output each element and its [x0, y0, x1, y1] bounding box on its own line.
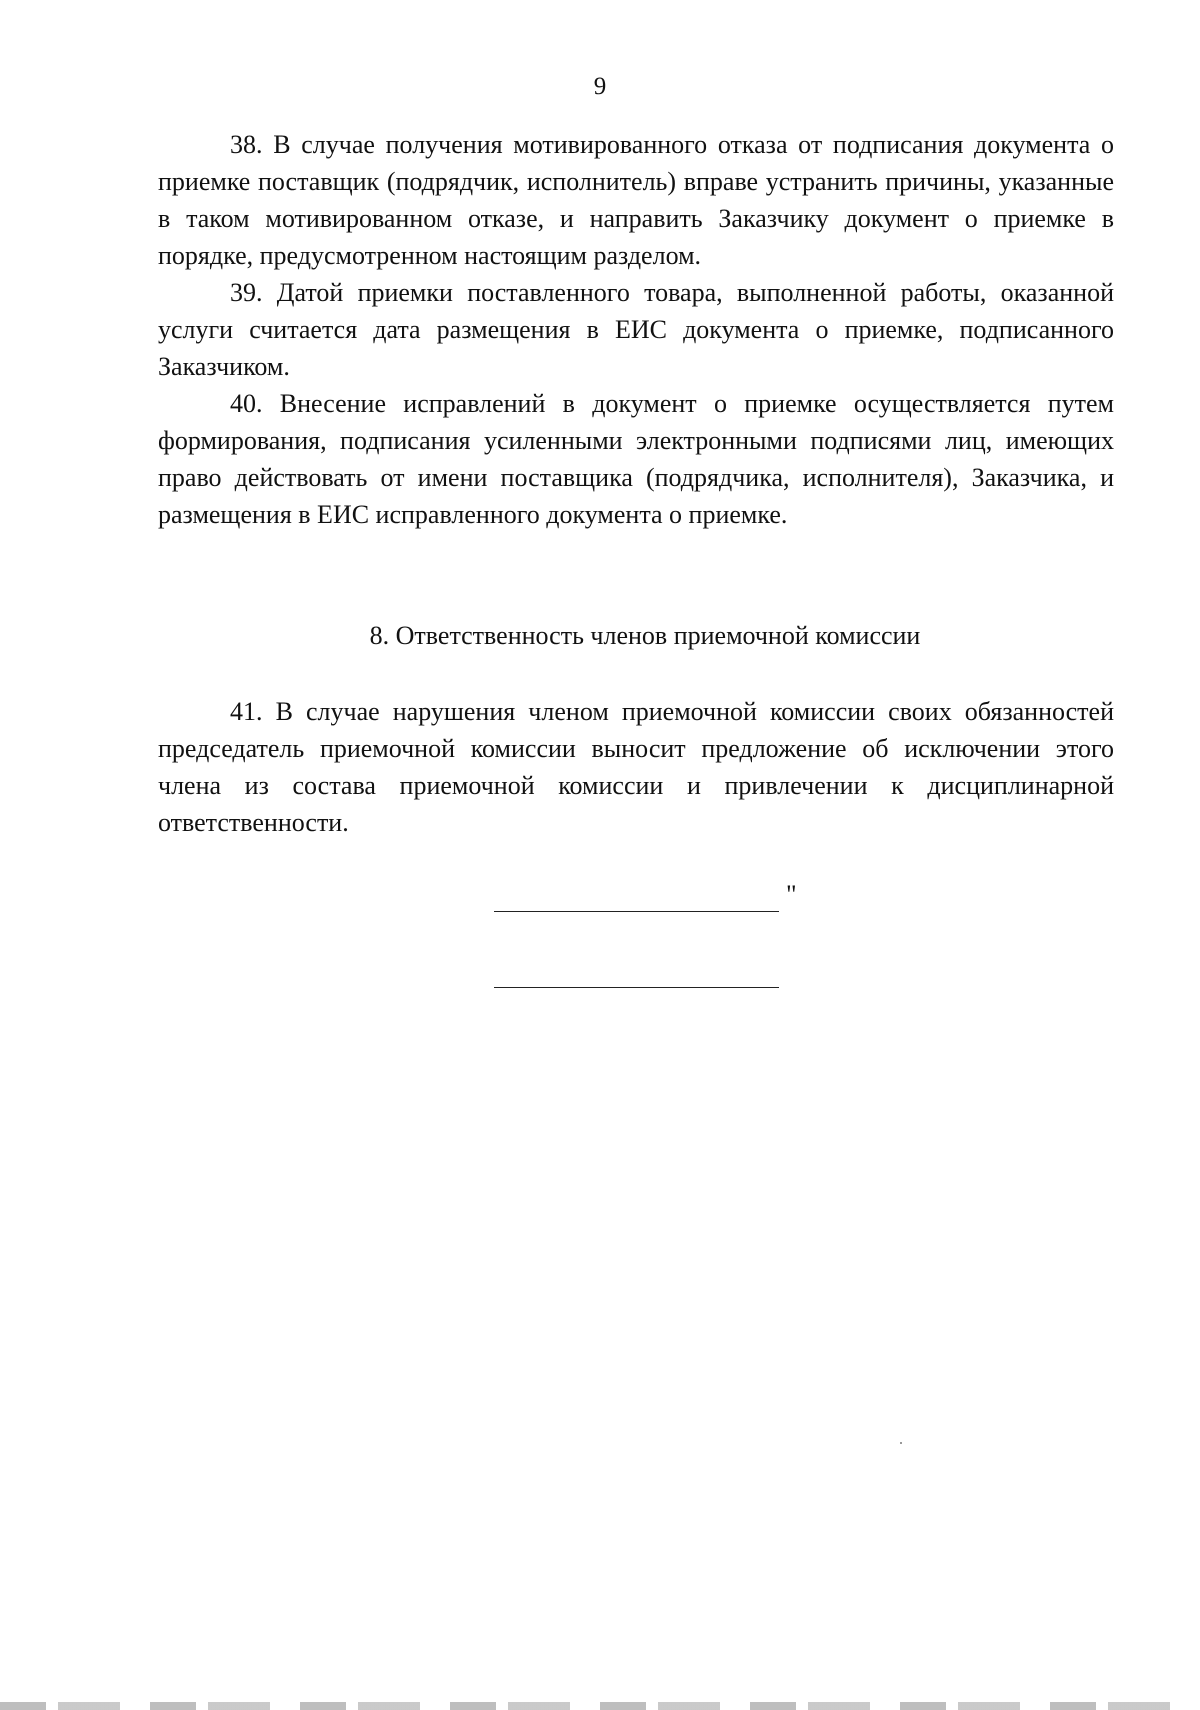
scan-edge-artifact [0, 1702, 1200, 1710]
paragraph-39: 39. Датой приемки поставленного товара, выполненной работы, оказанной услуги считается дата размещения в ЕИС документа о приемке, подписанного Заказчиком. [158, 278, 1114, 381]
paragraph-group-top [158, 126, 1114, 533]
paragraph-41: 41. В случае нарушения членом приемочной комиссии своих обязанностей председатель приемочной комиссии выносит предложение об исключении этого члена из состава приемочной комиссии и привлечении к дисциплинарной ответственности. [158, 697, 1114, 837]
section-title: 8. Ответственность членов приемочной комиссии [369, 621, 921, 650]
closing-quote-mark: " [786, 880, 797, 909]
scan-speck [900, 1442, 902, 1444]
paragraph-group-bottom [158, 693, 1114, 841]
signature-line-lower [494, 987, 779, 988]
page-number: 9 [593, 73, 607, 100]
paragraph-40: 40. Внесение исправлений в документ о приемке осуществляется путем формирования, подписания усиленными электронными подписями лиц, имеющих право действовать от имени поставщика (подрядчика, исполнителя), Заказчика, и размещения в ЕИС исправленного документа о приемке. [158, 389, 1114, 529]
signature-line-upper [494, 911, 779, 912]
paragraph-38: 38. В случае получения мотивированного отказа от подписания документа о приемке поставщик (подрядчик, исполнитель) вправе устранить причины, указанные в таком мотивированном отказе, и направить Заказчику документ о приемке в порядке, предусмотренном настоящим разделом. [158, 130, 1114, 270]
